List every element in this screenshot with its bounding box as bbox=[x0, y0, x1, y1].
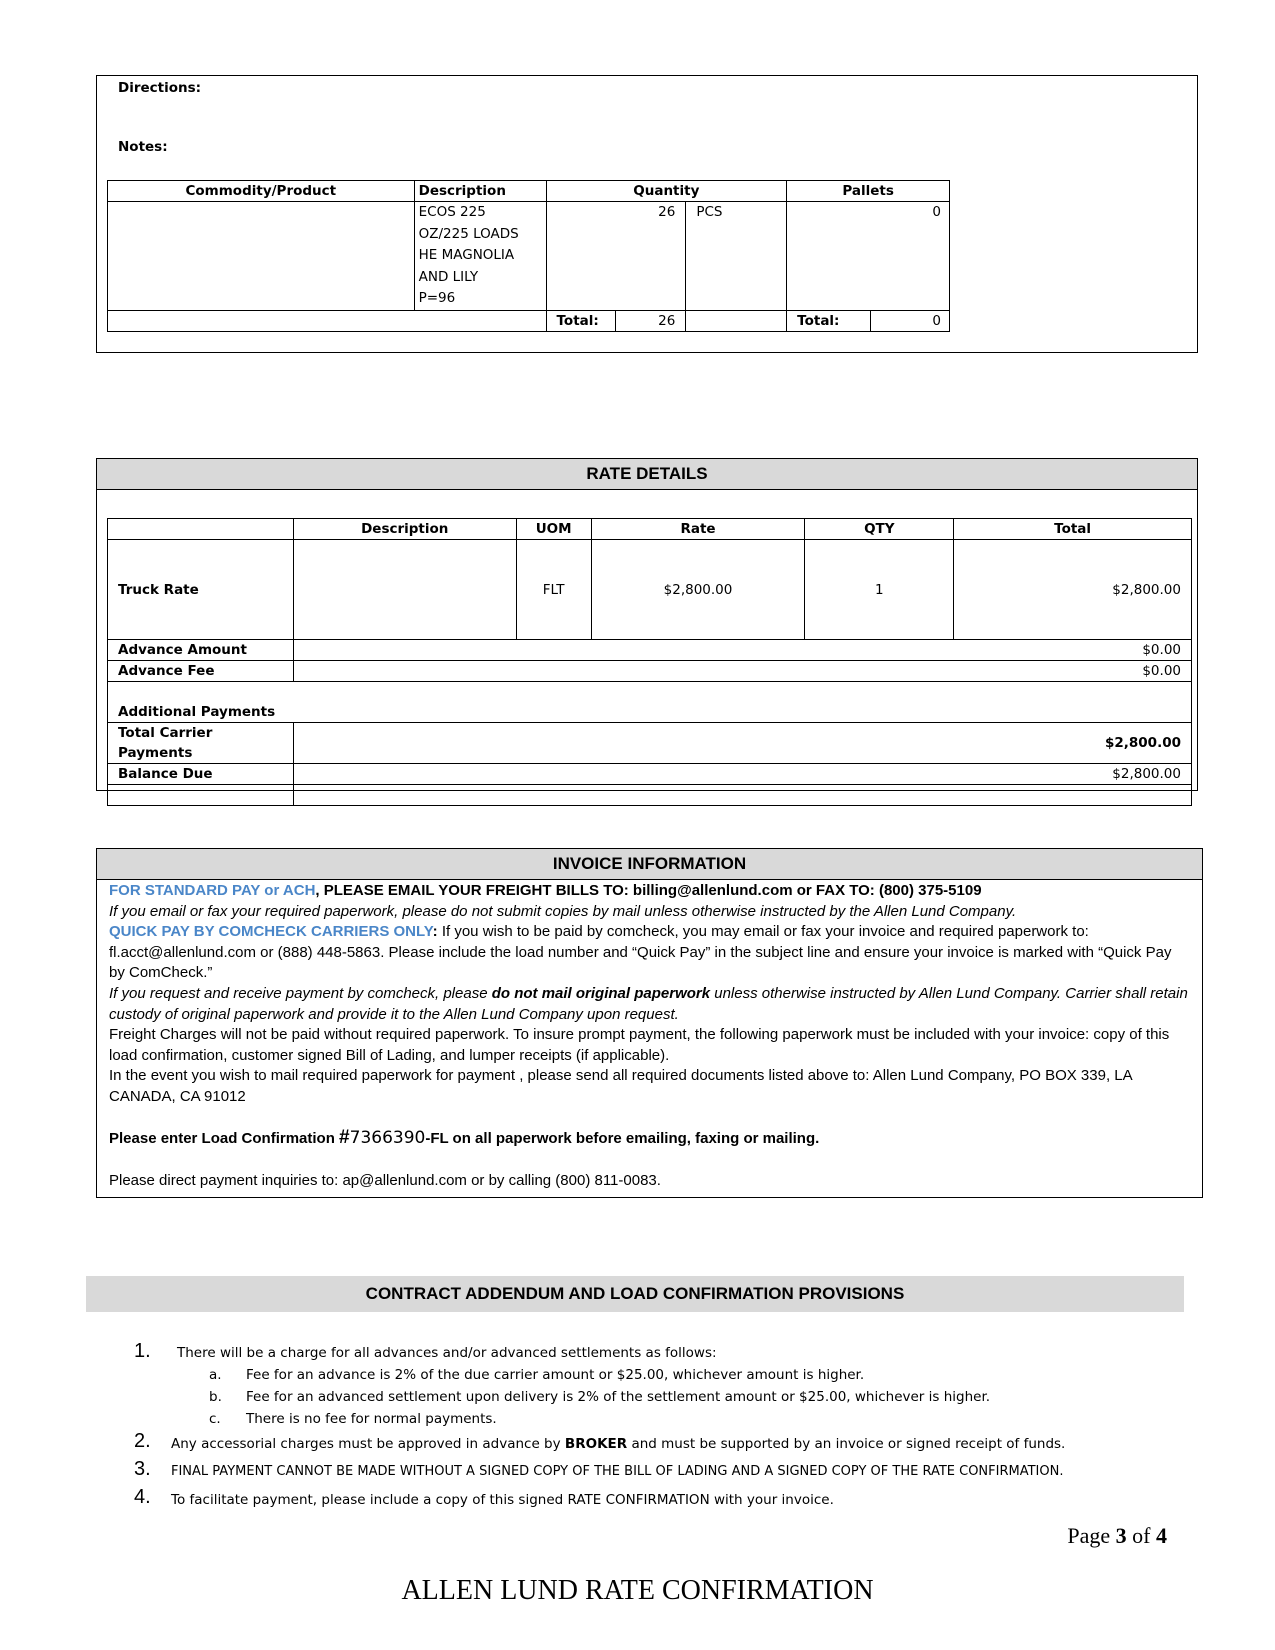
mail-paragraph: In the event you wish to mail required paperwork for payment , please send all required documents listed above to: Allen Lund Company, PO BOX 339, LA CANADA, CA 91012 bbox=[109, 1067, 1132, 1105]
subitem-text: Fee for an advance is 2% of the due carrier amount or $25.00, whichever amount is higher. bbox=[246, 1367, 865, 1383]
stop-details-box bbox=[96, 75, 1198, 353]
invoice-body bbox=[97, 880, 1202, 1192]
quantity-cell: 26 bbox=[546, 202, 686, 311]
col-description-header: Description bbox=[414, 181, 546, 202]
rate-col-uom: UOM bbox=[516, 519, 591, 540]
advance-amount-row bbox=[108, 640, 1192, 661]
description-line: P=96 bbox=[418, 290, 456, 307]
standard-pay-line bbox=[109, 881, 1190, 902]
truck-rate-description bbox=[293, 540, 516, 640]
quick-pay-text: If you wish to be paid by comcheck, you may email or fax your invoice and required paperwork to: fl.acct@allenlund.com or (888) 448-5863. Please include the load number and “Quick Pay” in the subject line and ensure your invoice is marked with “Quick Pay by ComCheck.” bbox=[109, 923, 1172, 982]
pallets-total-value: 0 bbox=[871, 310, 950, 331]
total-carrier-payments-value: $2,800.00 bbox=[293, 723, 1191, 764]
provision-number: 2. bbox=[134, 1430, 151, 1452]
subitem-text: There is no fee for normal payments. bbox=[246, 1411, 497, 1427]
pallets-cell: 0 bbox=[787, 202, 950, 311]
invoice-information-title: INVOICE INFORMATION bbox=[97, 849, 1202, 880]
balance-due-row bbox=[108, 764, 1192, 785]
description-line: HE MAGNOLIA bbox=[418, 247, 515, 264]
payment-inquiries-line: Please direct payment inquiries to: ap@allenlund.com or by calling (800) 811-0083. bbox=[109, 1172, 661, 1190]
rate-header-row bbox=[108, 519, 1192, 540]
description-line: AND LILY bbox=[418, 268, 479, 285]
standard-pay-text: , PLEASE EMAIL YOUR FREIGHT BILLS TO: billing@allenlund.com or FAX TO: (800) 375-5109 bbox=[315, 882, 982, 899]
advance-fee-label: Advance Fee bbox=[108, 661, 294, 682]
load-confirmation-number: 7366390 bbox=[349, 1127, 426, 1148]
paperwork-note: If you email or fax your required paperwork, please do not submit copies by mail unless otherwise instructed by the Allen Lund Company. bbox=[109, 902, 1017, 920]
page-number: Page 3 of 4 bbox=[1067, 1523, 1167, 1548]
provision-text: To facilitate payment, please include a copy of this signed RATE CONFIRMATION with your invoice. bbox=[171, 1492, 834, 1508]
subitem-letter: a. bbox=[209, 1367, 222, 1383]
provision-text: There will be a charge for all advances and/or advanced settlements as follows: bbox=[177, 1345, 717, 1361]
rate-details-title: RATE DETAILS bbox=[97, 459, 1197, 490]
rate-details-box bbox=[96, 458, 1198, 791]
additional-payments-row bbox=[108, 682, 1192, 723]
advance-fee-value: $0.00 bbox=[293, 661, 1191, 682]
quick-pay-label: QUICK PAY BY COMCHECK CARRIERS ONLY bbox=[109, 923, 433, 941]
rate-col-qty: QTY bbox=[805, 519, 954, 540]
standard-pay-label: FOR STANDARD PAY or ACH bbox=[109, 882, 316, 899]
commodity-total-row bbox=[108, 310, 950, 331]
empty-row bbox=[108, 785, 1192, 806]
commodity-row bbox=[108, 202, 950, 311]
provision-number: 3. bbox=[134, 1458, 151, 1480]
advance-amount-label: Advance Amount bbox=[108, 640, 294, 661]
commodity-header-row bbox=[108, 181, 950, 202]
provision-text: FINAL PAYMENT CANNOT BE MADE WITHOUT A SIGNED COPY OF THE BILL OF LADING AND A SIGNED COPY OF THE RATE CONFIRMATION. bbox=[171, 1464, 1064, 1479]
document-title: ALLEN LUND RATE CONFIRMATION bbox=[401, 1575, 874, 1606]
directions-label: Directions: bbox=[118, 80, 202, 96]
provision-text: Any accessorial charges must be approved in advance by BROKER and must be supported by an invoice or signed receipt of funds. bbox=[171, 1436, 1066, 1452]
quick-pay-paragraph: QUICK PAY BY COMCHECK CARRIERS ONLY: If you wish to be paid by comcheck, you may email or fax your invoice and required paperwork to: fl.acct@allenlund.com or (888) 448-5863. Please include the load number and “Quick Pay” in the subject line and ensure your invoice is marked with “Quick Pay by ComCheck.” bbox=[109, 923, 1172, 982]
contract-addendum-title: CONTRACT ADDENDUM AND LOAD CONFIRMATION PROVISIONS bbox=[86, 1276, 1184, 1312]
truck-rate-rate: $2,800.00 bbox=[591, 540, 805, 640]
quantity-total-value: 26 bbox=[616, 310, 686, 331]
col-commodity-header: Commodity/Product bbox=[108, 181, 415, 202]
rate-table bbox=[107, 518, 1192, 806]
description-line: ECOS 225 bbox=[418, 204, 486, 220]
freight-charges-paragraph: Freight Charges will not be paid without required paperwork. To insure prompt payment, the following paperwork must be included with your invoice: copy of this load confirmation, customer signed Bill of Lading, and lumper receipts (if applicable). bbox=[109, 1026, 1170, 1064]
commodity-table bbox=[107, 180, 950, 332]
rate-col-description: Description bbox=[293, 519, 516, 540]
commodity-cell bbox=[108, 202, 415, 311]
truck-rate-label: Truck Rate bbox=[108, 540, 294, 640]
notes-label: Notes: bbox=[118, 139, 168, 155]
description-line: OZ/225 LOADS bbox=[418, 225, 519, 242]
balance-due-label: Balance Due bbox=[108, 764, 294, 785]
description-cell bbox=[414, 202, 546, 311]
truck-rate-row bbox=[108, 540, 1192, 640]
subitem-text: Fee for an advanced settlement upon delivery is 2% of the settlement amount or $25.00, whichever is higher. bbox=[246, 1389, 991, 1405]
col-pallets-header: Pallets bbox=[787, 181, 950, 202]
load-confirmation-line: Please enter Load Confirmation #7366390-FL on all paperwork before emailing, faxing or mailing. bbox=[109, 1126, 820, 1148]
advance-fee-row bbox=[108, 661, 1192, 682]
total-carrier-payments-label: Total Carrier Payments bbox=[108, 723, 294, 764]
pallets-total-label: Total: bbox=[787, 310, 871, 331]
subitem-letter: b. bbox=[209, 1389, 222, 1405]
provision-number: 1. bbox=[134, 1340, 151, 1362]
rate-col-total: Total bbox=[954, 519, 1192, 540]
truck-rate-qty: 1 bbox=[805, 540, 954, 640]
unit-cell: PCS bbox=[686, 202, 787, 311]
invoice-information-box bbox=[96, 848, 1203, 1198]
advance-amount-value: $0.00 bbox=[293, 640, 1191, 661]
col-quantity-header: Quantity bbox=[546, 181, 787, 202]
additional-payments-label: Additional Payments bbox=[108, 682, 1192, 723]
rate-col-rate: Rate bbox=[591, 519, 805, 540]
subitem-letter: c. bbox=[209, 1411, 221, 1427]
balance-due-value: $2,800.00 bbox=[293, 764, 1191, 785]
truck-rate-uom: FLT bbox=[516, 540, 591, 640]
comcheck-paragraph: If you request and receive payment by comcheck, please do not mail original paperwork unless otherwise instructed by Allen Lund Company. Carrier shall retain custody of original paperwork and provide it to the Allen Lund Company upon request. bbox=[109, 984, 1188, 1023]
total-carrier-payments-row bbox=[108, 723, 1192, 764]
truck-rate-total: $2,800.00 bbox=[954, 540, 1192, 640]
quantity-total-label: Total: bbox=[546, 310, 616, 331]
provision-number: 4. bbox=[134, 1486, 151, 1508]
